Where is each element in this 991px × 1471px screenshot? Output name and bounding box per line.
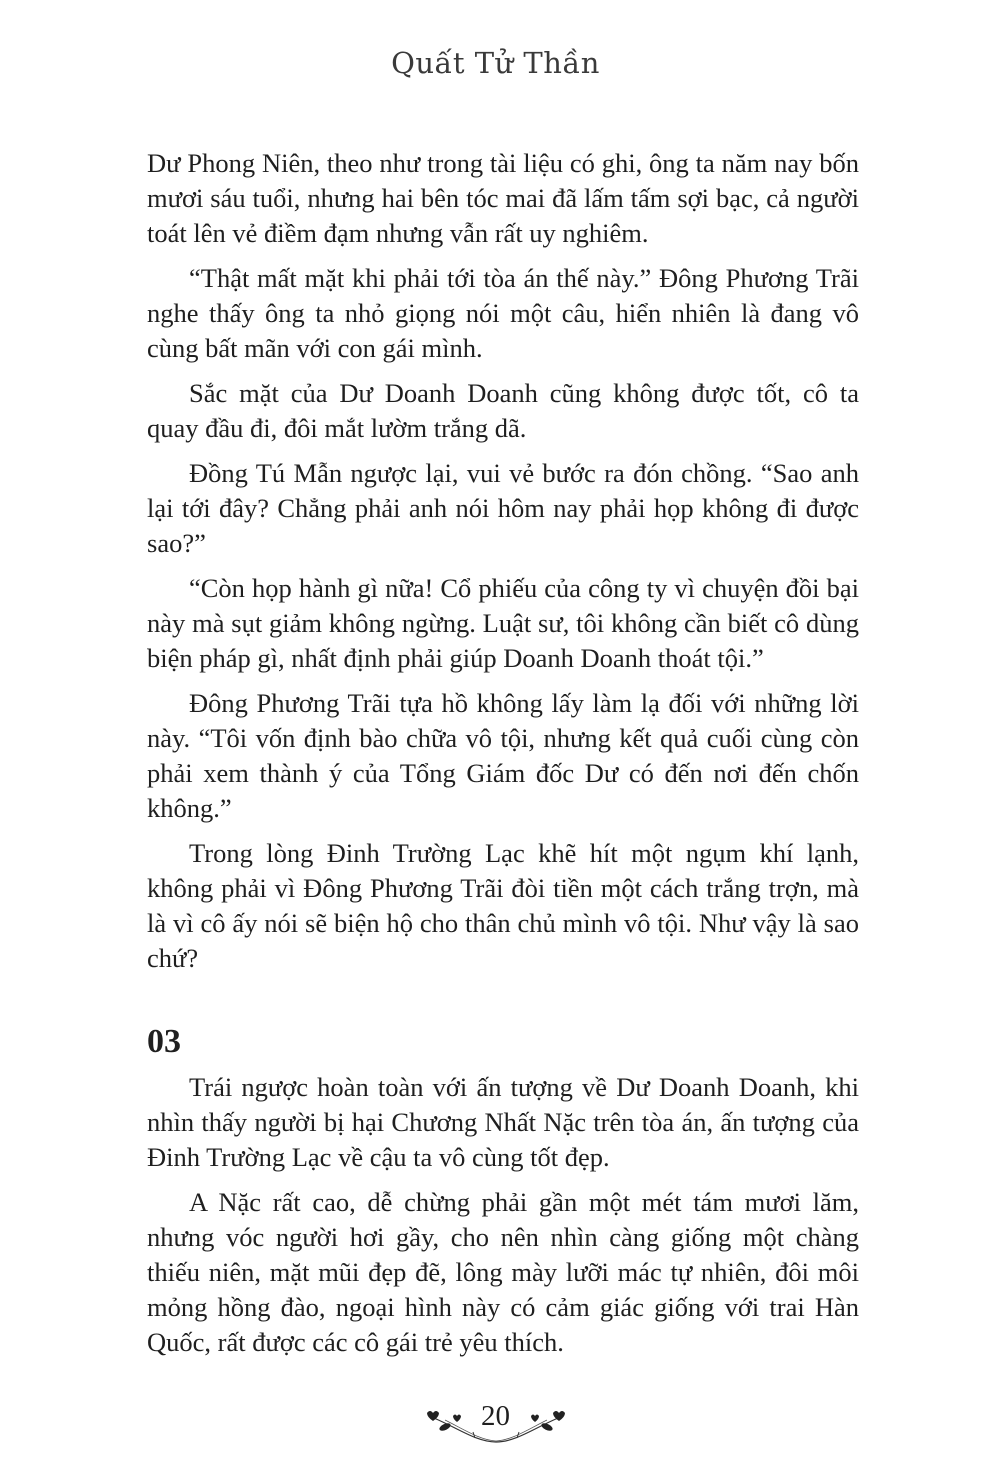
paragraph: Đông Phương Trãi tựa hồ không lấy làm lạ đối với những lời này. “Tôi vốn định bào chữa vô tội, nhưng kết quả cuối cùng còn phải xem thành ý của Tổng Giám đốc Dư có đến nơi đến chốn không.” — [147, 688, 859, 823]
page-footer — [0, 1400, 991, 1433]
paragraph: Trái ngược hoàn toàn với ấn tượng về Dư Doanh Doanh, khi nhìn thấy người bị hại Chương Nhất Nặc trên tòa án, ấn tượng của Đinh Trường Lạc về cậu ta vô cùng tốt đẹp. — [147, 1072, 859, 1172]
paragraph: “Còn họp hành gì nữa! Cổ phiếu của công ty vì chuyện đồi bại này mà sụt giảm không ngừng. Luật sư, tôi không cần biết cô dùng biện pháp gì, nhất định phải giúp Doanh Doanh thoát tội.” — [147, 573, 859, 673]
running-header-title: Quất Tử Thần — [391, 46, 600, 80]
paragraph: Sắc mặt của Dư Doanh Doanh cũng không được tốt, cô ta quay đầu đi, đôi mắt lườm trắng dã. — [147, 378, 859, 443]
paragraph: Trong lòng Đinh Trường Lạc khẽ hít một ngụm khí lạnh, không phải vì Đông Phương Trãi đòi tiền một cách trắng trợn, mà là vì cô ấy nói sẽ biện hộ cho thân chủ mình vô tội. Như vậy là sao chứ? — [147, 838, 859, 973]
paragraph: A Nặc rất cao, dễ chừng phải gần một mét tám mươi lăm, nhưng vóc người hơi gầy, cho nên nhìn càng giống một chàng thiếu niên, mặt mũi đẹp đẽ, lông mày lưỡi mác tự nhiên, đôi môi mỏng hồng đào, ngoại hình này có cảm giác giống với trai Hàn Quốc, rất được các cô gái trẻ yêu thích. — [147, 1187, 859, 1357]
section-heading: 03 — [147, 1023, 181, 1060]
page-body — [147, 146, 859, 1370]
paragraph: Đồng Tú Mẫn ngược lại, vui vẻ bước ra đón chồng. “Sao anh lại tới đây? Chẳng phải anh nói hôm nay phải họp không đi được sao?” — [147, 458, 859, 558]
paragraph: “Thật mất mặt khi phải tới tòa án thế này.” Đông Phương Trãi nghe thấy ông ta nhỏ giọng nói một câu, hiển nhiên là đang vô cùng bất mãn với con gái mình. — [147, 263, 859, 363]
paragraph: Dư Phong Niên, theo như trong tài liệu có ghi, ông ta năm nay bốn mươi sáu tuổi, nhưng hai bên tóc mai đã lấm tấm sợi bạc, cả người toát lên vẻ điềm đạm nhưng vẫn rất uy nghiêm. — [147, 148, 859, 248]
page-number: 20 — [481, 1400, 510, 1432]
